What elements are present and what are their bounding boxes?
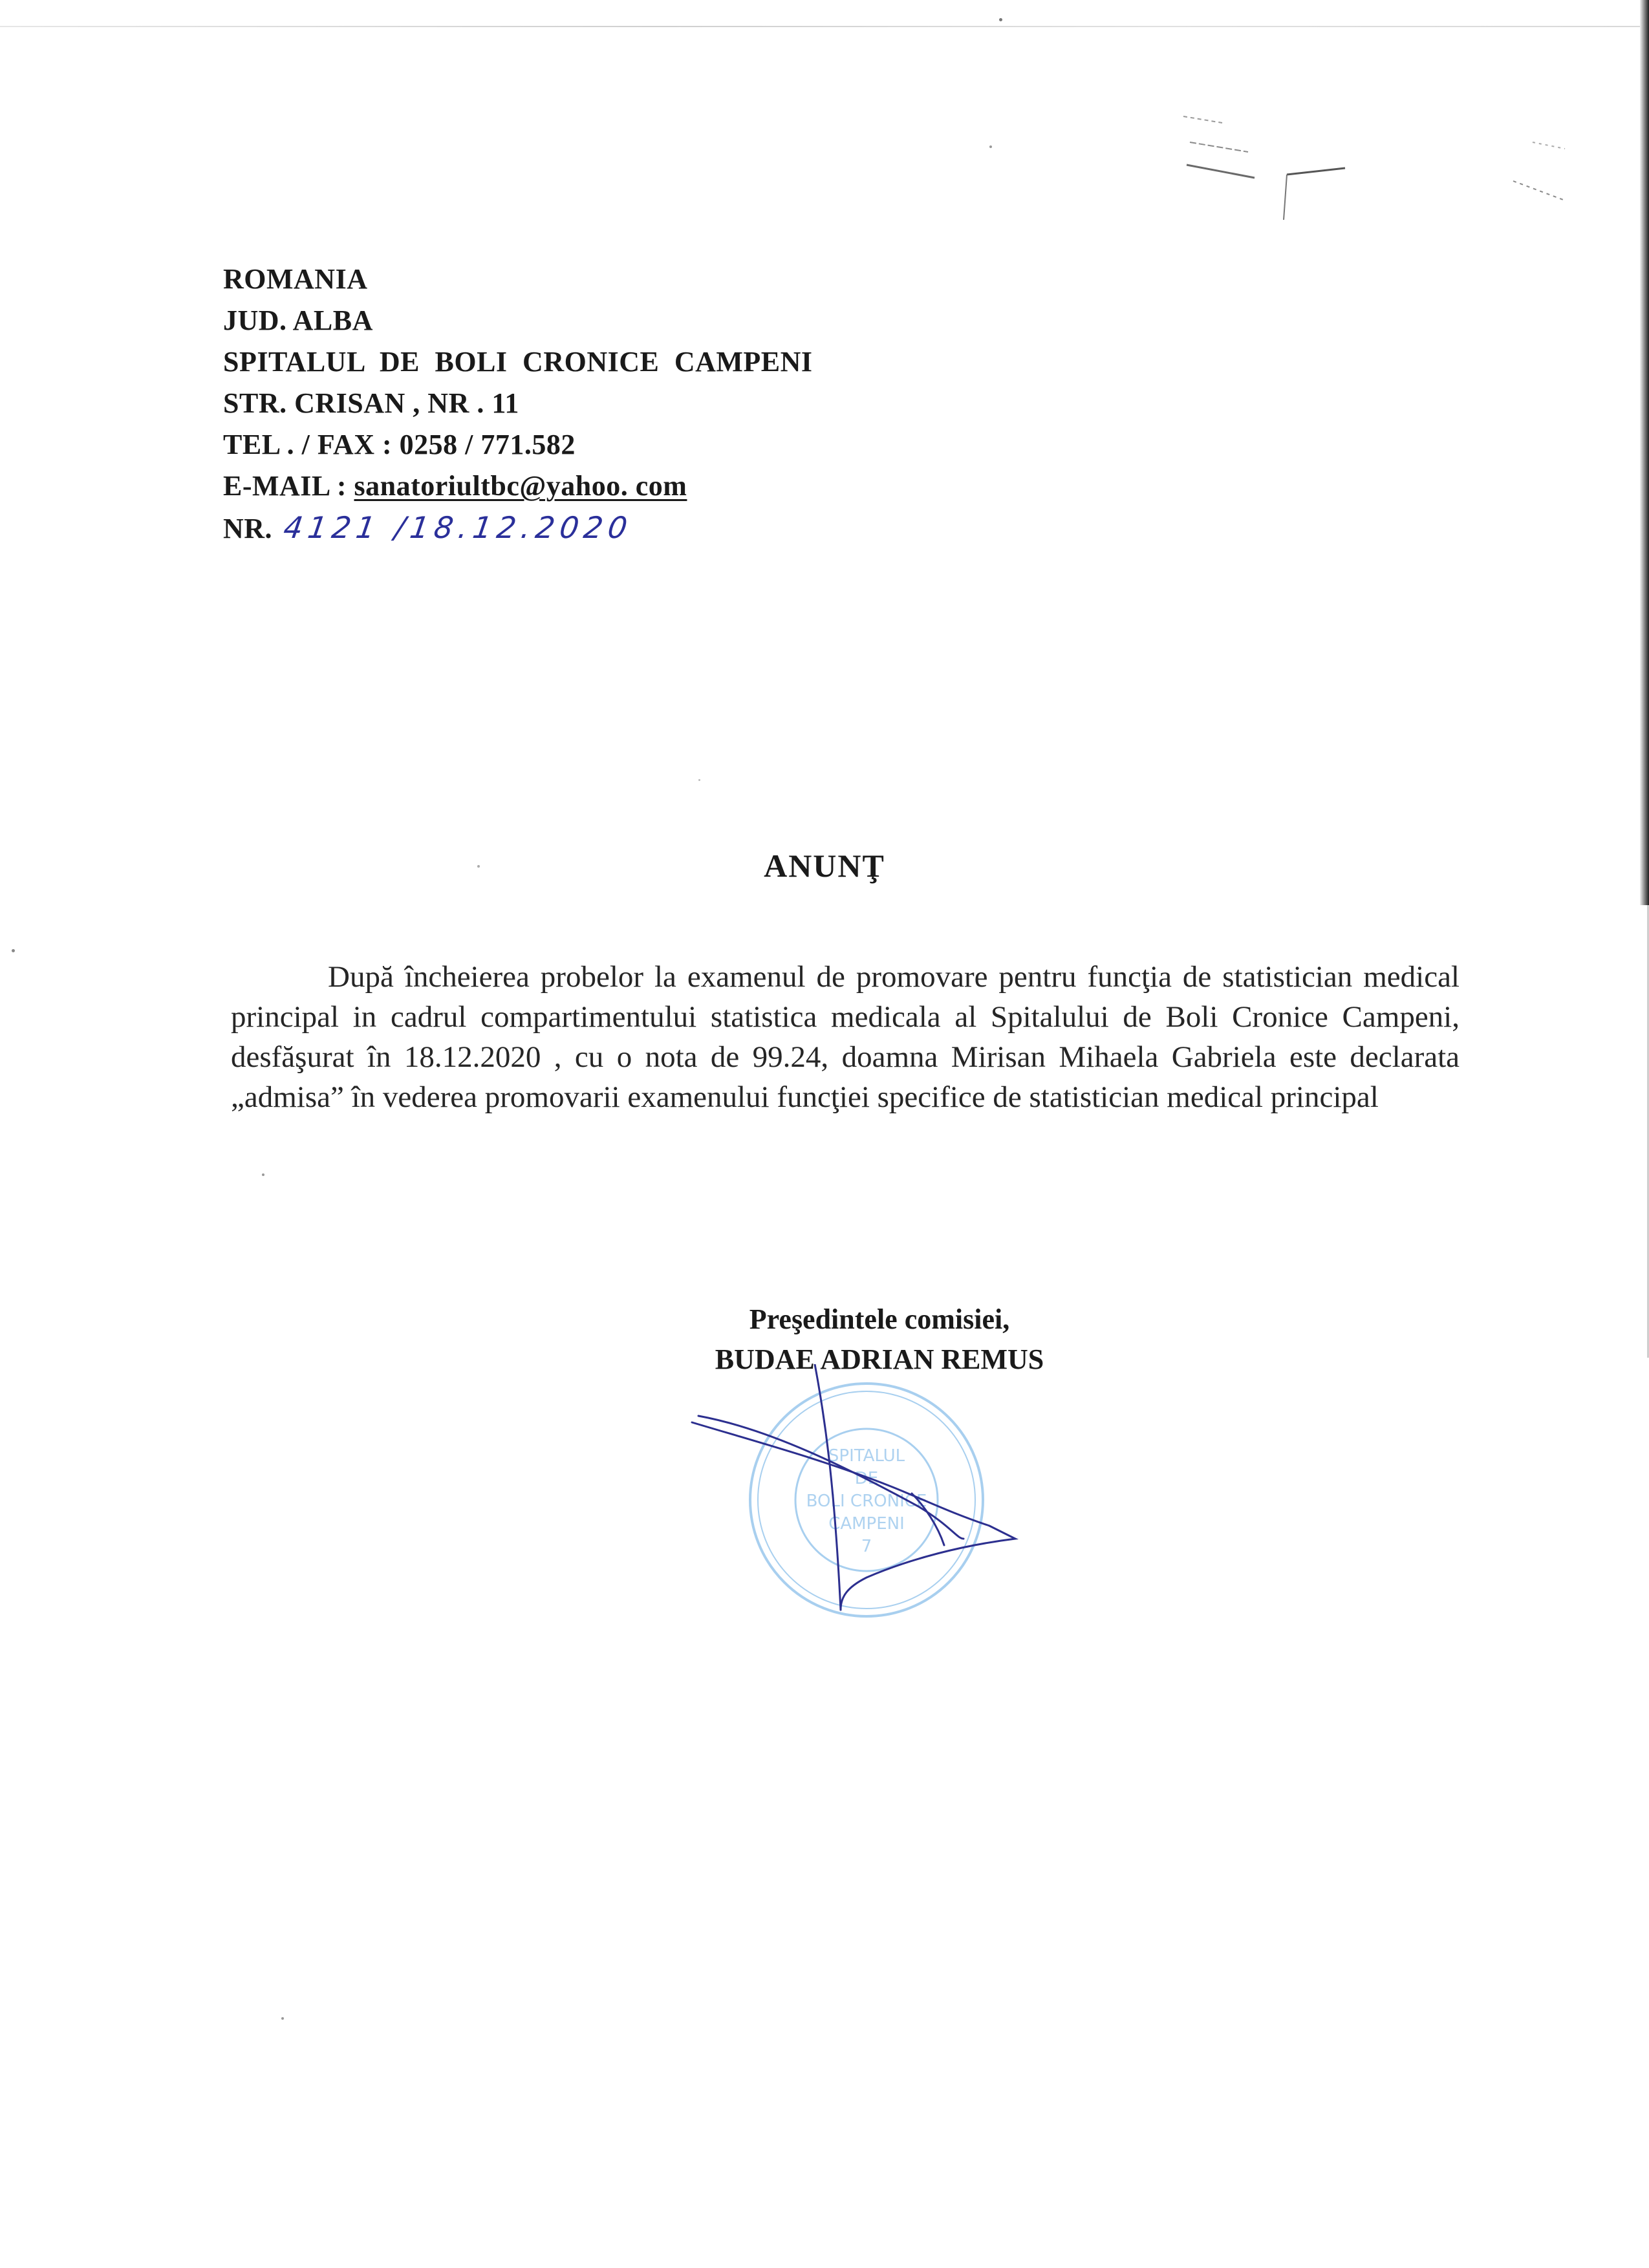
scan-speck bbox=[281, 2017, 284, 2020]
scan-speck bbox=[989, 145, 992, 148]
letterhead-county: JUD. ALBA bbox=[223, 305, 373, 336]
signatory-role: Preşedintele comisiei, bbox=[749, 1303, 1010, 1335]
scan-speck bbox=[999, 18, 1002, 21]
registration-number-handwritten: 4121 /18.12.2020 bbox=[281, 510, 635, 545]
letterhead-phone-fax: TEL . / FAX : 0258 / 771.582 bbox=[223, 429, 576, 460]
svg-text:BOLI CRONICE: BOLI CRONICE bbox=[806, 1492, 927, 1511]
letterhead-email bbox=[223, 465, 813, 507]
email-link[interactable]: sanatoriultbc@yahoo. com bbox=[354, 470, 687, 502]
letterhead-institution: SPITALUL DE BOLI CRONICE CAMPENI bbox=[223, 346, 813, 378]
letterhead bbox=[223, 259, 813, 550]
scan-speck bbox=[698, 779, 700, 781]
announcement-body: După încheierea probelor la examenul de promovare pentru funcţia de statistician medical principal in cadrul compartimentului statistica medicala al Spitalului de Boli Cronice Campeni, desfăşurat în 18.12.2020 , cu o nota de 99.24, doamna Mirisan Mihaela Gabriela este declarata „admisa” în vederea promovarii examenului funcţiei specifice de statistician medical principal bbox=[231, 960, 1460, 1114]
svg-text:CAMPENI: CAMPENI bbox=[828, 1514, 905, 1534]
registration-number-label: NR. bbox=[223, 513, 273, 544]
scan-speck bbox=[12, 949, 15, 952]
scan-speck bbox=[262, 1173, 264, 1176]
scan-artifact-scribbles bbox=[1151, 91, 1604, 233]
handwritten-signature-icon bbox=[679, 1364, 1041, 1623]
letterhead-address: STR. CRISAN , NR . 11 bbox=[223, 387, 519, 419]
svg-text:DE: DE bbox=[854, 1469, 879, 1488]
scan-artifact-right-edge bbox=[1640, 0, 1649, 905]
svg-text:7: 7 bbox=[861, 1537, 872, 1556]
signatory-name: BUDAE ADRIAN REMUS bbox=[715, 1343, 1044, 1375]
letterhead-country: ROMANIA bbox=[223, 263, 368, 295]
registration-number bbox=[223, 507, 813, 550]
email-label: E-MAIL : bbox=[223, 470, 354, 502]
svg-text:SPITALUL: SPITALUL bbox=[828, 1446, 905, 1466]
scan-artifact-top-line bbox=[0, 26, 1649, 27]
document-title: ANUNŢ bbox=[764, 848, 885, 884]
